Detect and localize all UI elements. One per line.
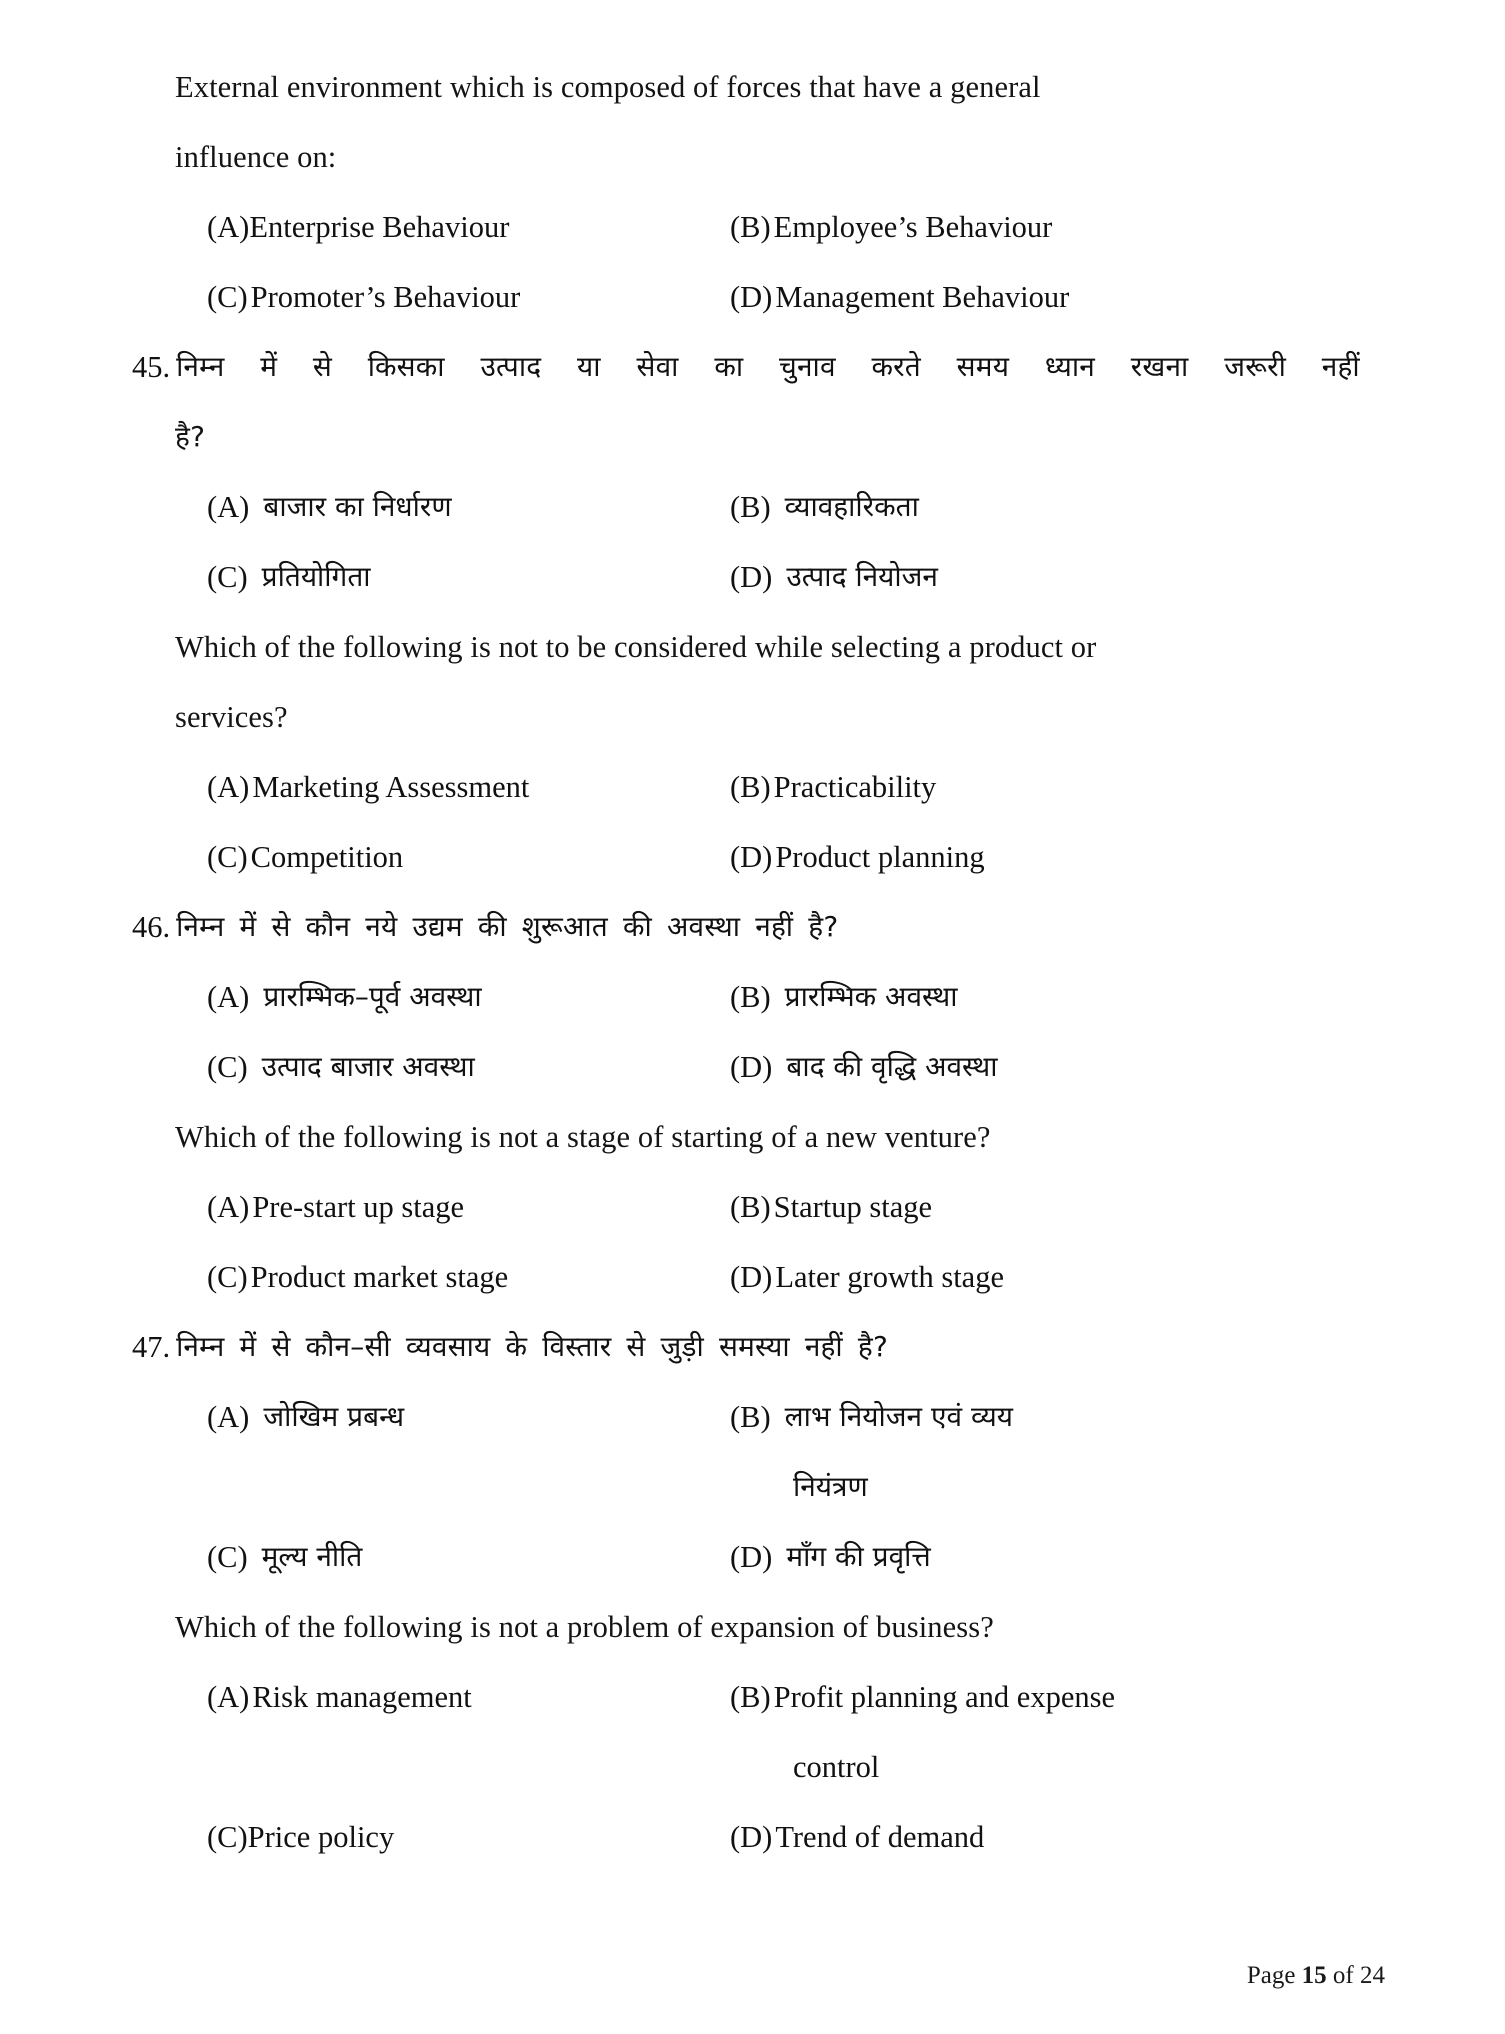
option-d[interactable] bbox=[730, 822, 1360, 892]
stem-word: की bbox=[477, 910, 507, 943]
option-b-tag: (B) bbox=[730, 210, 771, 244]
option-c-tag: (C) bbox=[207, 840, 248, 874]
stem-word: जरूरी bbox=[1224, 350, 1287, 383]
option-d[interactable] bbox=[730, 1522, 1360, 1592]
option-d[interactable] bbox=[730, 262, 1360, 332]
footer-total-pages: 24 bbox=[1360, 1962, 1385, 1989]
stem-word: नहीं bbox=[804, 1330, 843, 1363]
option-a-tag: (A) bbox=[207, 210, 250, 244]
option-c-tag: (C) bbox=[207, 1050, 248, 1084]
option-c[interactable] bbox=[207, 822, 730, 892]
option-a-label: जोखिम प्रबन्ध bbox=[263, 1400, 405, 1433]
option-d[interactable] bbox=[730, 1242, 1360, 1312]
option-a-tag: (A) bbox=[207, 1680, 250, 1714]
option-b-label: Startup stage bbox=[773, 1190, 933, 1224]
option-d[interactable] bbox=[730, 1802, 1360, 1872]
stem-word: नहीं bbox=[755, 910, 794, 943]
option-a-tag: (A) bbox=[207, 1400, 250, 1434]
question-45-hindi-stem-line-2: है? bbox=[175, 420, 206, 453]
option-a-label: Risk management bbox=[252, 1680, 472, 1714]
option-c-label: उत्पाद बाजार अवस्था bbox=[261, 1050, 475, 1083]
question-47-number: 47. bbox=[132, 1330, 171, 1364]
stem-word: ध्यान bbox=[1044, 350, 1096, 383]
stem-word: में bbox=[239, 910, 257, 943]
option-b-tag: (B) bbox=[730, 1400, 771, 1434]
stem-word: में bbox=[260, 350, 278, 383]
question-46-hindi-options bbox=[165, 962, 1360, 1102]
option-c[interactable] bbox=[207, 262, 730, 332]
stem-word: विस्तार bbox=[542, 1330, 612, 1363]
question-46-stem-row bbox=[132, 892, 1360, 962]
option-b-label: Profit planning and expense bbox=[773, 1680, 1116, 1714]
option-a[interactable] bbox=[207, 752, 730, 822]
option-a-label: बाजार का निर्धारण bbox=[263, 490, 452, 523]
stem-word: है? bbox=[857, 1330, 889, 1363]
option-d-label: बाद की वृद्धि अवस्था bbox=[786, 1050, 998, 1083]
option-b[interactable] bbox=[730, 1172, 1360, 1242]
option-d-tag: (D) bbox=[730, 560, 773, 594]
question-45-hindi-options bbox=[165, 472, 1360, 612]
option-d-label: Trend of demand bbox=[775, 1820, 985, 1854]
carryover-options bbox=[165, 192, 1360, 332]
option-c-label: Price policy bbox=[247, 1820, 395, 1854]
option-b[interactable] bbox=[730, 962, 1360, 1032]
option-c[interactable] bbox=[207, 542, 730, 612]
option-b-label: लाभ नियोजन एवं व्यय bbox=[784, 1400, 1014, 1433]
option-d[interactable] bbox=[730, 1032, 1360, 1102]
option-c-tag: (C) bbox=[207, 1820, 248, 1854]
stem-word: किसका bbox=[367, 350, 445, 383]
stem-word: अवस्था bbox=[666, 910, 741, 943]
option-c-label: प्रतियोगिता bbox=[261, 560, 371, 593]
option-b-tag: (B) bbox=[730, 770, 771, 804]
option-d-tag: (D) bbox=[730, 1540, 773, 1574]
option-b-label: Practicability bbox=[773, 770, 937, 804]
option-b[interactable] bbox=[730, 192, 1360, 262]
question-45 bbox=[132, 332, 1360, 892]
option-d-tag: (D) bbox=[730, 280, 773, 314]
question-47-stem-row bbox=[132, 1312, 1360, 1382]
option-d-tag: (D) bbox=[730, 1260, 773, 1294]
option-c-label: Competition bbox=[250, 840, 404, 874]
option-a-tag: (A) bbox=[207, 1190, 250, 1224]
stem-word: उत्पाद bbox=[480, 350, 542, 383]
question-47-hindi-stem-line-1 bbox=[176, 1312, 1360, 1382]
stem-word: का bbox=[714, 350, 744, 383]
stem-word: है? bbox=[808, 910, 839, 943]
stem-word: से bbox=[271, 1330, 291, 1363]
option-b-label-continuation: नियंत्रण bbox=[793, 1470, 868, 1503]
option-c[interactable] bbox=[207, 1802, 730, 1872]
stem-word: की bbox=[622, 910, 652, 943]
question-45-english-stem-line-1: Which of the following is not to be considered while selecting a product or bbox=[175, 630, 1097, 664]
stem-word: करते bbox=[871, 350, 921, 383]
carryover-stem-line-1: External environment which is composed of forces that have a general bbox=[175, 70, 1041, 104]
option-d[interactable] bbox=[730, 542, 1360, 612]
question-46-english-options bbox=[165, 1172, 1360, 1312]
stem-word: कौन bbox=[305, 910, 351, 943]
question-47-hindi-options bbox=[165, 1382, 1360, 1592]
option-c-label: Product market stage bbox=[250, 1260, 509, 1294]
stem-word: में bbox=[239, 1330, 257, 1363]
stem-word: चुनाव bbox=[778, 350, 836, 383]
option-a-label: Pre-start up stage bbox=[252, 1190, 465, 1224]
option-c-tag: (C) bbox=[207, 280, 248, 314]
question-45-stem-row bbox=[132, 332, 1360, 402]
page-footer bbox=[1247, 1962, 1385, 1990]
option-d-label: Product planning bbox=[775, 840, 985, 874]
question-45-hindi-stem-line-1 bbox=[176, 332, 1360, 402]
option-b-label: व्यावहारिकता bbox=[784, 490, 919, 523]
question-47-english-stem-line-1: Which of the following is not a problem of expansion of business? bbox=[175, 1610, 994, 1644]
option-a[interactable] bbox=[207, 962, 730, 1032]
stem-word: समय bbox=[956, 350, 1010, 383]
option-a-tag: (A) bbox=[207, 490, 250, 524]
option-a-label: Marketing Assessment bbox=[252, 770, 530, 804]
stem-word: समस्या bbox=[718, 1330, 790, 1363]
question-46 bbox=[132, 892, 1360, 1312]
stem-word: से bbox=[626, 1330, 646, 1363]
stem-word: निम्न bbox=[176, 1330, 225, 1363]
stem-word: निम्न bbox=[176, 350, 225, 383]
question-45-number: 45. bbox=[132, 350, 171, 384]
option-c[interactable] bbox=[207, 1242, 730, 1312]
stem-word: सेवा bbox=[636, 350, 679, 383]
option-d-tag: (D) bbox=[730, 1050, 773, 1084]
option-d-tag: (D) bbox=[730, 1820, 773, 1854]
question-46-hindi-stem-line-1 bbox=[176, 892, 1360, 962]
carryover-stem-line-2: influence on: bbox=[175, 140, 337, 174]
option-a-tag: (A) bbox=[207, 980, 250, 1014]
option-d-label: Later growth stage bbox=[775, 1260, 1005, 1294]
option-b-label-continuation: control bbox=[793, 1750, 880, 1784]
option-c[interactable] bbox=[207, 1522, 730, 1592]
option-c-tag: (C) bbox=[207, 1260, 248, 1294]
option-d-label: उत्पाद नियोजन bbox=[786, 560, 938, 593]
stem-word: उद्यम bbox=[412, 910, 463, 943]
option-b[interactable] bbox=[730, 752, 1360, 822]
stem-word: निम्न bbox=[176, 910, 225, 943]
option-b[interactable] bbox=[730, 472, 1360, 542]
stem-word: या bbox=[577, 350, 601, 383]
option-b[interactable] bbox=[730, 1382, 1360, 1452]
option-b-label: प्रारम्भिक अवस्था bbox=[784, 980, 958, 1013]
stem-word: व्यवसाय bbox=[405, 1330, 491, 1363]
option-b[interactable] bbox=[730, 1662, 1360, 1732]
option-a-tag: (A) bbox=[207, 770, 250, 804]
page-content bbox=[132, 52, 1360, 1872]
option-d-tag: (D) bbox=[730, 840, 773, 874]
option-c-label: Promoter’s Behaviour bbox=[250, 280, 521, 314]
option-a[interactable] bbox=[207, 1172, 730, 1242]
stem-word: जुड़ी bbox=[660, 1330, 704, 1363]
option-a[interactable] bbox=[207, 472, 730, 542]
stem-word: नये bbox=[365, 910, 398, 943]
option-b-tag: (B) bbox=[730, 490, 771, 524]
option-b-tag: (B) bbox=[730, 980, 771, 1014]
option-b-label: Employee’s Behaviour bbox=[773, 210, 1053, 244]
option-a[interactable] bbox=[207, 1382, 730, 1452]
option-c-label: मूल्य नीति bbox=[261, 1540, 363, 1573]
option-c-tag: (C) bbox=[207, 1540, 248, 1574]
footer-prefix: Page bbox=[1246, 1962, 1302, 1989]
stem-word: नहीं bbox=[1321, 350, 1360, 383]
footer-middle: of bbox=[1326, 1962, 1360, 1989]
option-a[interactable] bbox=[207, 192, 730, 262]
stem-word: कौन–सी bbox=[305, 1330, 391, 1363]
option-a-label: Enterprise Behaviour bbox=[249, 210, 510, 244]
question-45-english-stem-line-2: services? bbox=[175, 700, 288, 734]
option-c-tag: (C) bbox=[207, 560, 248, 594]
option-c[interactable] bbox=[207, 1032, 730, 1102]
question-47 bbox=[132, 1312, 1360, 1872]
option-d-label: Management Behaviour bbox=[775, 280, 1070, 314]
stem-word: से bbox=[271, 910, 291, 943]
stem-word: से bbox=[312, 350, 332, 383]
question-47-english-options bbox=[165, 1662, 1360, 1872]
option-b-tag: (B) bbox=[730, 1680, 771, 1714]
stem-word: शुरूआत bbox=[521, 910, 608, 943]
stem-word: रखना bbox=[1130, 350, 1189, 383]
carryover-question bbox=[165, 52, 1360, 332]
stem-word: के bbox=[505, 1330, 528, 1363]
question-45-english-options bbox=[165, 752, 1360, 892]
option-d-label: माँग की प्रवृत्ति bbox=[786, 1540, 931, 1573]
question-46-number: 46. bbox=[132, 910, 171, 944]
option-a-label: प्रारम्भिक–पूर्व अवस्था bbox=[263, 980, 482, 1013]
footer-page-number: 15 bbox=[1301, 1962, 1327, 1989]
option-a[interactable] bbox=[207, 1662, 730, 1732]
option-b-tag: (B) bbox=[730, 1190, 771, 1224]
question-46-english-stem-line-1: Which of the following is not a stage of starting of a new venture? bbox=[175, 1120, 991, 1154]
